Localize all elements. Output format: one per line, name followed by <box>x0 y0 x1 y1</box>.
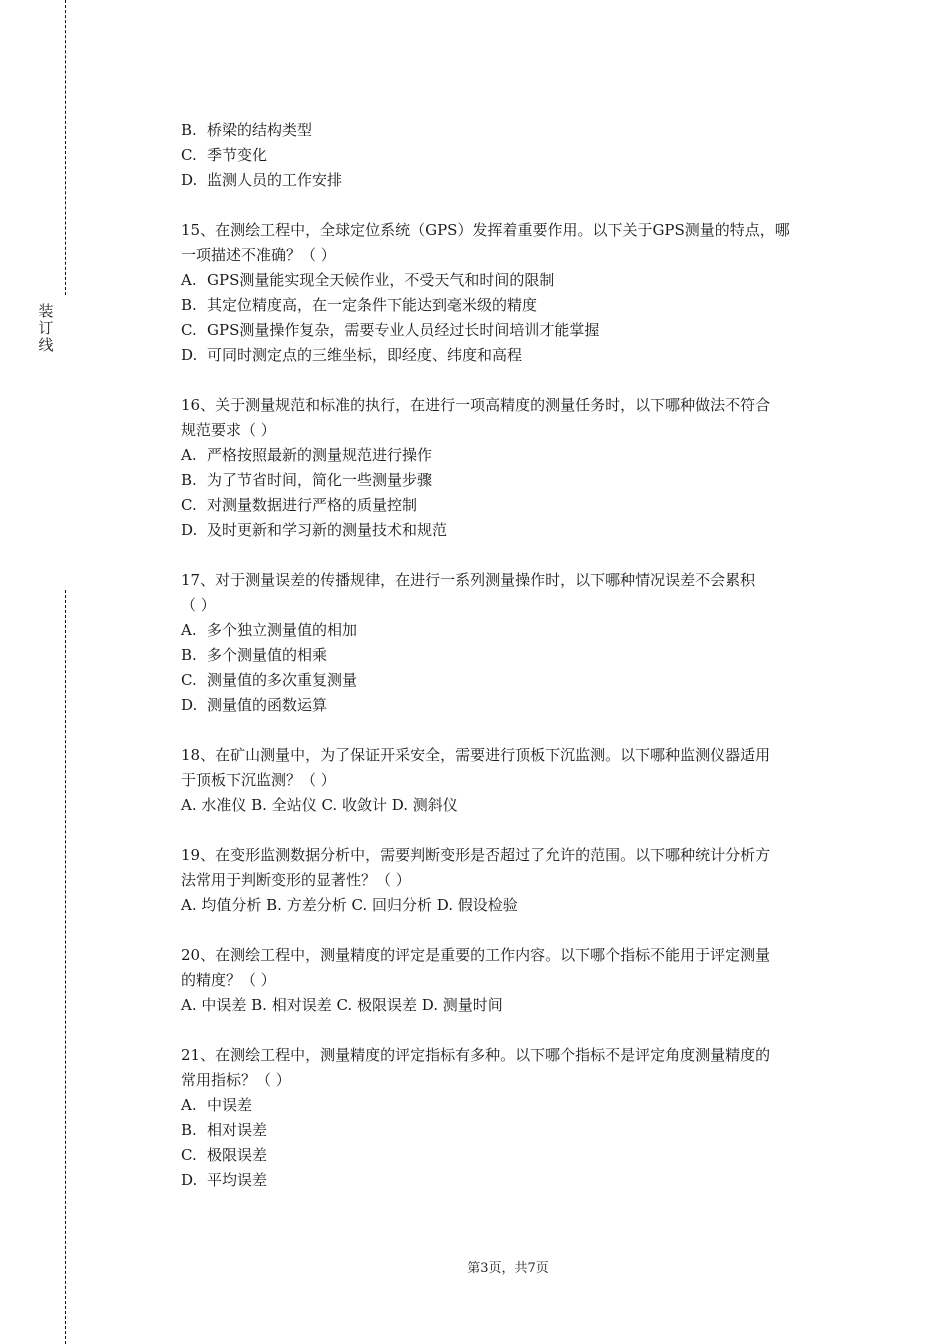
question-stem: 21、在测绘工程中，测量精度的评定指标有多种。以下哪个指标不是评定角度测量精度的 <box>181 1046 771 1064</box>
question-stem: 15、在测绘工程中，全球定位系统（GPS）发挥着重要作用。以下关于GPS测量的特点，哪 <box>181 221 790 239</box>
inline-options: A. 中误差 B. 相对误差 C. 极限误差 D. 测量时间 <box>181 996 503 1014</box>
option-c: C. 季节变化 <box>181 146 268 164</box>
question-stem: 19、在变形监测数据分析中，需要判断变形是否超过了允许的范围。以下哪种统计分析方 <box>181 846 771 864</box>
question-16 <box>181 393 841 543</box>
question-20 <box>181 943 841 1018</box>
option-b: B. 多个测量值的相乘 <box>181 646 328 664</box>
option-c: C. 测量值的多次重复测量 <box>181 671 358 689</box>
question-15 <box>181 218 841 368</box>
binding-label-char: 订 <box>38 319 54 337</box>
question-stem-cont: 规范要求（ ） <box>181 421 276 439</box>
inline-options: A. 水准仪 B. 全站仪 C. 收敛计 D. 测斜仪 <box>181 796 458 814</box>
option-b: B. 为了节省时间，简化一些测量步骤 <box>181 471 433 489</box>
option-c: C. GPS测量操作复杂，需要专业人员经过长时间培训才能掌握 <box>181 321 600 339</box>
binding-line-label <box>37 303 55 354</box>
option-d: D. 可同时测定点的三维坐标，即经度、纬度和高程 <box>181 346 523 364</box>
question-stem-cont: （ ） <box>181 596 216 614</box>
inline-options: A. 均值分析 B. 方差分析 C. 回归分析 D. 假设检验 <box>181 896 518 914</box>
option-b: B. 桥梁的结构类型 <box>181 121 313 139</box>
question-stem: 17、对于测量误差的传播规律，在进行一系列测量操作时，以下哪种情况误差不会累积 <box>181 571 756 589</box>
question-stem-cont: 常用指标？（ ） <box>181 1071 291 1089</box>
exam-content <box>181 118 841 1193</box>
option-a: A. 严格按照最新的测量规范进行操作 <box>181 446 433 464</box>
question-21 <box>181 1043 841 1193</box>
option-a: A. GPS测量能实现全天候作业，不受天气和时间的限制 <box>181 271 555 289</box>
option-d: D. 及时更新和学习新的测量技术和规范 <box>181 521 448 539</box>
binding-dashed-line-top <box>65 0 66 295</box>
question-17 <box>181 568 841 718</box>
binding-label-char: 装 <box>38 302 54 320</box>
option-c: C. 对测量数据进行严格的质量控制 <box>181 496 418 514</box>
question-stem-cont: 的精度？（ ） <box>181 971 276 989</box>
question-stem: 16、关于测量规范和标准的执行，在进行一项高精度的测量任务时，以下哪种做法不符合 <box>181 396 771 414</box>
question-stem-cont: 于顶板下沉监测？（ ） <box>181 771 336 789</box>
question-stem-cont: 一项描述不准确？（ ） <box>181 246 336 264</box>
option-d: D. 平均误差 <box>181 1171 268 1189</box>
binding-dashed-line-bottom <box>65 590 66 1344</box>
binding-label-char: 线 <box>38 336 54 354</box>
option-b: B. 其定位精度高，在一定条件下能达到毫米级的精度 <box>181 296 538 314</box>
continued-options <box>181 118 841 193</box>
option-a: A. 多个独立测量值的相加 <box>181 621 358 639</box>
question-stem: 20、在测绘工程中，测量精度的评定是重要的工作内容。以下哪个指标不能用于评定测量 <box>181 946 771 964</box>
question-19 <box>181 843 841 918</box>
option-c: C. 极限误差 <box>181 1146 268 1164</box>
question-18 <box>181 743 841 818</box>
option-a: A. 中误差 <box>181 1096 253 1114</box>
option-d: D. 测量值的函数运算 <box>181 696 328 714</box>
option-d: D. 监测人员的工作安排 <box>181 171 343 189</box>
question-stem: 18、在矿山测量中，为了保证开采安全，需要进行顶板下沉监测。以下哪种监测仪器适用 <box>181 746 771 764</box>
option-b: B. 相对误差 <box>181 1121 268 1139</box>
question-stem-cont: 法常用于判断变形的显著性？（ ） <box>181 871 411 889</box>
page-number-footer: 第3页，共7页 <box>467 1261 549 1276</box>
